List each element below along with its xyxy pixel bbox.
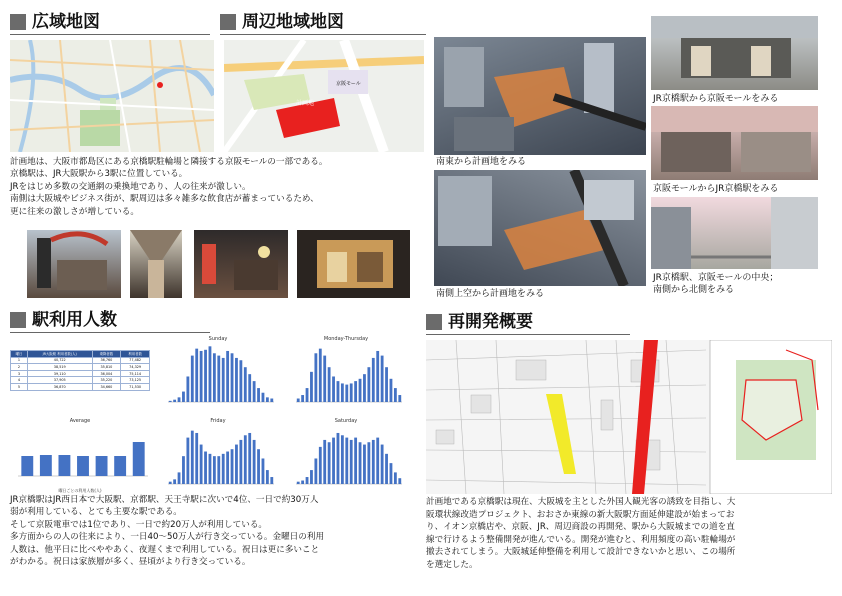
- chart-bar: [200, 445, 203, 484]
- chart-friday-plot: [160, 424, 276, 492]
- table-cell: 36,760: [92, 357, 121, 364]
- table-cell: 34,660: [92, 383, 121, 390]
- section-redevelopment: [426, 312, 533, 332]
- station-line: JR京橋駅はJR西日本で大阪駅、京都駅、天王寺駅に次いで4位、一日で約30万人: [10, 495, 319, 505]
- table-row: [11, 377, 150, 384]
- chart-bar: [297, 399, 300, 402]
- chart-bar: [21, 456, 33, 476]
- intro-line: 京橋駅は、JR大阪駅から3駅に位置している。: [10, 169, 188, 180]
- chart-title: Sunday: [208, 336, 228, 342]
- station-photo-2: [651, 106, 818, 180]
- title-square-icon: [10, 14, 26, 30]
- table-cell: 3: [11, 370, 28, 377]
- chart-bar: [310, 372, 313, 402]
- chart-bar: [114, 456, 126, 476]
- station-table: [10, 350, 150, 391]
- chart-friday: [160, 418, 276, 494]
- chart-bar: [323, 356, 326, 402]
- caption-mall-to-jr: 京阪モールからJR京橋駅をみる: [653, 184, 779, 194]
- redevelopment-line: を選定した。: [426, 559, 478, 570]
- title-square-icon: [220, 14, 236, 30]
- chart-bar: [328, 367, 331, 402]
- table-cell: 71,530: [121, 383, 150, 390]
- section-wide-map: [10, 12, 100, 32]
- chart-title: Friday: [210, 418, 226, 424]
- table-cell: 36,870: [27, 383, 92, 390]
- station-text: [10, 494, 420, 568]
- chart-bar: [257, 388, 260, 402]
- chart-bar: [314, 458, 317, 484]
- station-photo-3: [651, 197, 818, 269]
- chart-bar: [332, 376, 335, 402]
- chart-bar: [40, 455, 52, 476]
- chart-bar: [297, 482, 300, 484]
- chart-bar: [385, 454, 388, 484]
- chart-bar: [231, 449, 234, 484]
- chart-bar: [182, 392, 185, 402]
- table-header-cell: 曜日: [11, 351, 28, 358]
- chart-bar: [169, 401, 172, 402]
- intro-line: JRをはじめ多数の交通網の乗換地であり、人の往来が激しい。: [10, 181, 251, 192]
- table-cell: 75,114: [121, 370, 150, 377]
- chart-bar: [390, 379, 393, 402]
- chart-bar: [301, 395, 304, 402]
- table-row: [11, 364, 150, 371]
- chart-bar: [332, 438, 335, 484]
- chart-bar: [363, 445, 366, 484]
- chart-bar: [222, 358, 225, 402]
- arcade-photo: [130, 230, 182, 298]
- station-line: 多方面からの人の往来により、一日40～50万人が行き交っている。金曜日の利用: [10, 532, 325, 543]
- intro-line: 南側は大阪城やビジネス街が、駅周辺は多々雑多な飲食店が蓄まっているため、: [10, 194, 319, 205]
- table-row: [11, 370, 150, 377]
- section-title-station-users: 駅利用人数: [32, 310, 117, 330]
- title-square-icon: [10, 312, 26, 328]
- redevelopment-line: 計画地である京橋駅は現在、大阪城を主とした外国人観光客の誘致を目指し、大: [426, 497, 736, 507]
- chart-bar: [345, 438, 348, 484]
- chart-bar: [376, 438, 379, 484]
- chart-title: Average: [69, 418, 91, 424]
- title-square-icon: [426, 314, 442, 330]
- section-rule: [426, 334, 630, 335]
- chart-bar: [217, 456, 220, 484]
- chart-bar: [398, 478, 401, 484]
- chart-bar: [226, 351, 229, 402]
- chart-bar: [381, 445, 384, 484]
- chart-bar: [372, 358, 375, 402]
- chart-bar: [262, 458, 265, 484]
- chart-bar: [319, 447, 322, 484]
- redevelopment-line: 撤去されてしまう。大阪城延伸整備を利用して設計できないかと思い、この場所: [426, 547, 736, 558]
- chart-bar: [363, 374, 366, 402]
- chart-bar: [390, 463, 393, 484]
- aerial-south-photo: [434, 170, 646, 286]
- chart-bar: [186, 438, 189, 484]
- chart-bar: [178, 472, 181, 484]
- table-header-cell: JR大阪駅 利用者数(人): [27, 351, 92, 358]
- chart-bar: [204, 452, 207, 484]
- section-rule: [10, 332, 210, 333]
- mall-label: 京阪モール: [336, 81, 361, 87]
- chart-bar: [195, 433, 198, 484]
- restaurant-photo: [297, 230, 410, 298]
- chart-sunday: [160, 336, 276, 412]
- chart-bar: [354, 438, 357, 484]
- chart-bar: [328, 442, 331, 484]
- chart-bar: [367, 442, 370, 484]
- chart-bar: [341, 435, 344, 484]
- table-cell: 73,125: [121, 377, 150, 384]
- chart-bar: [58, 455, 70, 476]
- chart-bar: [266, 470, 269, 484]
- station-line: 人数は、他平日に比べややあく、夜遅くまで利用している。祝日は更に多いこと: [10, 544, 320, 555]
- chart-bar: [195, 349, 198, 402]
- chart-bar: [262, 393, 265, 402]
- redevelopment-line: り、イオン京橋店や、京阪、JR、周辺商設の再開発、駅から大阪城までの道を直: [426, 522, 735, 533]
- table-cell: 77,482: [121, 357, 150, 364]
- table-cell: 40,722: [27, 357, 92, 364]
- chart-bar: [200, 351, 203, 402]
- chart-bar: [239, 360, 242, 402]
- chart-bar: [306, 477, 309, 484]
- chart-bar: [173, 400, 176, 402]
- chart-bar: [341, 383, 344, 402]
- chart-bar: [178, 397, 181, 402]
- intro-line: 計画地は、大阪市都島区にある京橋駅駐輪場と隣接する京阪モールの一部である。: [10, 157, 328, 167]
- chart-bar: [173, 479, 176, 484]
- caption-south-above: 南側上空から計画地をみる: [436, 289, 545, 299]
- redevelopment-line: 線で行けるよう整備開発が進んでいる。開発が進むと、利用頻度の高い駐輪場が: [426, 534, 736, 545]
- section-title-redevelopment: 再開発概要: [448, 312, 533, 332]
- chart-bar: [337, 381, 340, 402]
- section-rule: [10, 34, 210, 35]
- street-photo: [27, 230, 121, 298]
- chart-bar: [270, 477, 273, 484]
- table-header-cell: 利用者数: [121, 351, 150, 358]
- chart-bar: [77, 456, 89, 476]
- section-title-area-map: 周辺地域地図: [242, 12, 344, 32]
- chart-bar: [209, 346, 212, 402]
- table-cell: 2: [11, 364, 28, 371]
- table-cell: 4: [11, 377, 28, 384]
- chart-saturday: [288, 418, 404, 494]
- caption-middle-1: JR京橋駅、京阪モールの中央；: [653, 273, 779, 283]
- table-cell: 5: [11, 383, 28, 390]
- site-label: 計画地: [296, 100, 315, 107]
- table-cell: 38,519: [27, 364, 92, 371]
- chart-bar: [319, 349, 322, 402]
- chart-bar: [354, 381, 357, 402]
- chart-bar: [235, 358, 238, 402]
- section-rule: [220, 34, 426, 35]
- chart-bar: [191, 431, 194, 484]
- caption-jr-to-mall: JR京橋駅から京阪モールをみる: [653, 94, 779, 104]
- station-line: そして京阪電車では1位であり、一日で約20万人が利用している。: [10, 519, 268, 530]
- chart-average-plot: [10, 424, 150, 484]
- table-cell: 36,004: [92, 370, 121, 377]
- redevelopment-line: 阪環状線改造プロジェクト、おおさか東線の新大阪駅方面延伸建設が始まってお: [426, 509, 735, 520]
- intro-line: 更に往来の激しさが増している。: [10, 206, 139, 217]
- chart-average: [10, 418, 150, 494]
- chart-bar: [248, 433, 251, 484]
- redevelopment-map: [426, 340, 832, 494]
- chart-bar: [96, 456, 108, 476]
- table-cell: 1: [11, 357, 28, 364]
- chart-saturday-plot: [288, 424, 404, 492]
- chart-bar: [257, 449, 260, 484]
- chart-bar: [367, 367, 370, 402]
- chart-bar: [337, 433, 340, 484]
- chart-bar: [381, 356, 384, 402]
- chart-bar: [376, 351, 379, 402]
- chart-bar: [204, 350, 207, 402]
- chart-bar: [213, 456, 216, 484]
- section-title-wide-map: 広域地図: [32, 12, 100, 32]
- chart-bar: [222, 454, 225, 484]
- chart-bar: [323, 440, 326, 484]
- chart-bar: [306, 388, 309, 402]
- chart-bar: [359, 442, 362, 484]
- aerial-southeast-photo: [434, 37, 646, 155]
- chart-bar: [310, 470, 313, 484]
- table-cell: 74,329: [121, 364, 150, 371]
- chart-bar: [169, 482, 172, 484]
- station-photo-1: [651, 16, 818, 90]
- chart-bar: [266, 397, 269, 402]
- chart-note: 曜日ごとの利用人数(人): [58, 488, 102, 493]
- chart-title: Saturday: [334, 418, 358, 424]
- chart-bar: [182, 456, 185, 484]
- night-street-photo: [194, 230, 288, 298]
- chart-bar: [191, 356, 194, 402]
- caption-middle-2: 南側から北側をみる: [653, 285, 735, 295]
- chart-bar: [253, 381, 256, 402]
- chart-bar: [301, 481, 304, 484]
- chart-bar: [350, 383, 353, 402]
- intro-text: [10, 156, 420, 218]
- table-row: [11, 383, 150, 390]
- table-row: [11, 357, 150, 364]
- chart-bar: [209, 454, 212, 484]
- chart-monday-thursday: [288, 336, 404, 412]
- table-cell: 39,110: [27, 370, 92, 377]
- section-station-users: [10, 310, 117, 330]
- chart-bar: [235, 445, 238, 484]
- chart-bar: [385, 367, 388, 402]
- station-line: 弱が利用している、とても主要な駅である。: [10, 507, 182, 518]
- chart-bar: [244, 435, 247, 484]
- table-header-row: [11, 351, 150, 358]
- chart-bar: [270, 399, 273, 402]
- chart-bar: [226, 452, 229, 484]
- chart-bar: [186, 376, 189, 402]
- chart-bar: [314, 353, 317, 402]
- chart-bar: [345, 385, 348, 402]
- chart-title: Monday-Thursday: [323, 336, 369, 342]
- chart-bar: [231, 353, 234, 402]
- chart-sunday-plot: [160, 342, 276, 410]
- chart-bar: [394, 472, 397, 484]
- chart-bar: [133, 442, 145, 476]
- wide-area-map: [10, 40, 214, 152]
- chart-bar: [244, 367, 247, 402]
- table-cell: 35,220: [92, 377, 121, 384]
- chart-bar: [253, 440, 256, 484]
- table-cell: 37,905: [27, 377, 92, 384]
- chart-monday-thursday-plot: [288, 342, 404, 410]
- station-line: がわかる。祝日は家族層が多く、昼頃がより行き交っている。: [10, 557, 251, 568]
- table-cell: 35,810: [92, 364, 121, 371]
- chart-bar: [213, 353, 216, 402]
- chart-bar: [372, 440, 375, 484]
- chart-bar: [248, 374, 251, 402]
- chart-bar: [217, 356, 220, 402]
- chart-bar: [359, 379, 362, 402]
- chart-bar: [239, 440, 242, 484]
- caption-southeast: 南東から計画地をみる: [436, 157, 527, 167]
- area-map: [224, 40, 424, 152]
- chart-bar: [394, 388, 397, 402]
- redevelopment-text: [426, 496, 836, 572]
- chart-bar: [350, 440, 353, 484]
- chart-bar: [398, 395, 401, 402]
- table-header-cell: 乗降者数: [92, 351, 121, 358]
- section-area-map: [220, 12, 344, 32]
